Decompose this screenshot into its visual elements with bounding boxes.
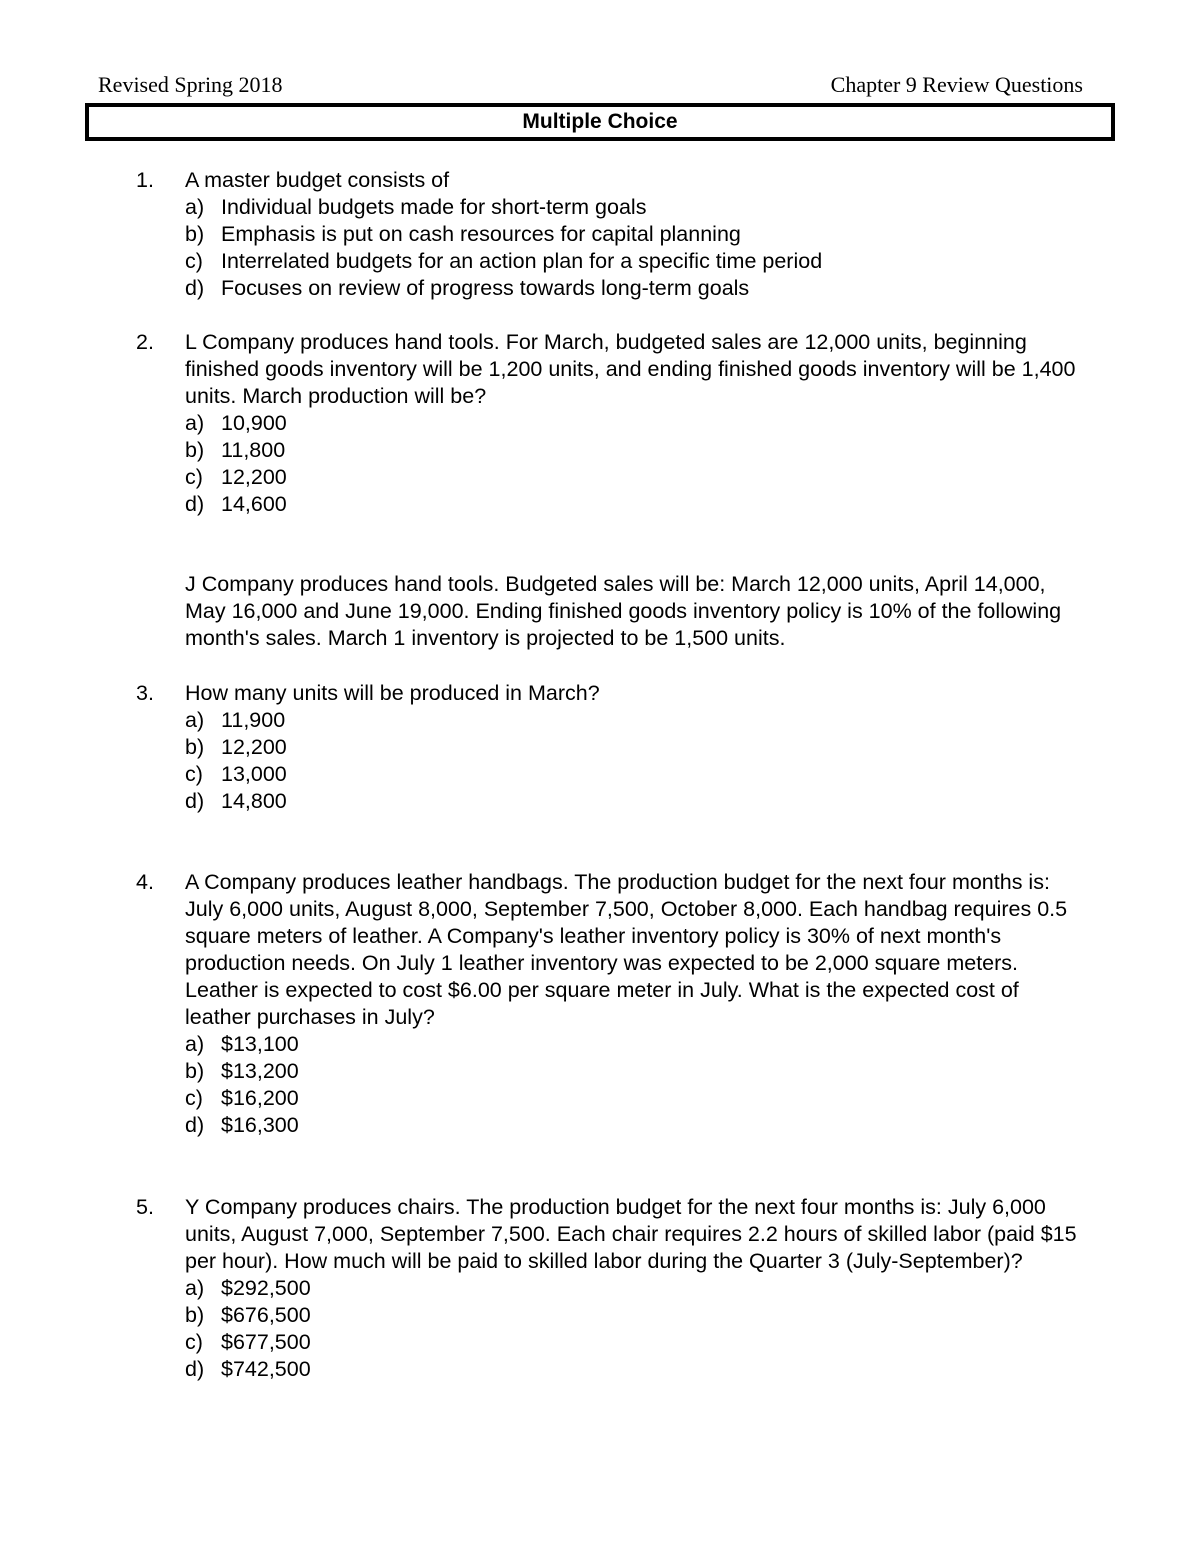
option-label: a) (185, 195, 205, 219)
option-b (185, 1058, 1200, 1085)
option-label: d) (185, 492, 205, 516)
option-c (185, 1085, 1200, 1112)
option-label: c) (185, 762, 203, 786)
option-label: a) (185, 1032, 205, 1056)
option-text: 11,900 (221, 708, 286, 732)
option-text: 14,600 (221, 492, 287, 516)
option-text: 14,800 (221, 789, 287, 813)
option-text: $676,500 (221, 1303, 311, 1327)
option-label: d) (185, 789, 205, 813)
option-label: c) (185, 249, 203, 273)
option-text: $742,500 (221, 1357, 311, 1381)
option-label: c) (185, 1330, 203, 1354)
question-number: 3. (136, 681, 154, 705)
option-a (185, 194, 1200, 221)
question-4 (0, 869, 1200, 1139)
option-d (185, 491, 1200, 518)
option-text: $16,300 (221, 1113, 299, 1137)
question-stem: L Company produces hand tools. For March, budgeted sales are 12,000 units, beginning finished goods inventory will be 1,200 units, and ending finished goods inventory will be 1,400 units. March production will be? (185, 330, 1076, 408)
question-stem: A Company produces leather handbags. The production budget for the next four months is: July 6,000 units, August 8,000, September 7,500, October 8,000. Each handbag requires 0.5 square meters of leather. A Company's leather inventory policy is 30% of next month's production needs. On July 1 leather inventory was expected to be 2,000 square meters. Leather is expected to cost $6.00 per square meter in July. What is the expected cost of leather purchases in July? (185, 870, 1068, 1029)
option-text: $16,200 (221, 1086, 299, 1110)
question-stem: How many units will be produced in March? (185, 681, 600, 705)
option-label: d) (185, 1357, 205, 1381)
option-label: d) (185, 276, 205, 300)
option-text: 11,800 (221, 438, 286, 462)
scenario-text: J Company produces hand tools. Budgeted sales will be: March 12,000 units, April 14,000, May 16,000 and June 19,000. Ending finished goods inventory policy is 10% of the following month's sales. March 1 inventory is projected to be 1,500 units. (185, 572, 1062, 650)
option-text: $13,100 (221, 1032, 299, 1056)
option-label: b) (185, 1303, 205, 1327)
question-number: 5. (136, 1195, 154, 1219)
question-3 (0, 680, 1200, 815)
option-label: b) (185, 438, 205, 462)
header-left: Revised Spring 2018 (98, 72, 283, 97)
option-c (185, 761, 1200, 788)
option-text: Emphasis is put on cash resources for capital planning (221, 222, 741, 246)
option-a (185, 410, 1200, 437)
option-label: d) (185, 1113, 205, 1137)
option-b (185, 1302, 1200, 1329)
question-stem: A master budget consists of (185, 168, 450, 192)
option-text: 12,200 (221, 735, 287, 759)
option-label: a) (185, 708, 205, 732)
option-text: $13,200 (221, 1059, 299, 1083)
option-a (185, 1275, 1200, 1302)
option-d (185, 275, 1200, 302)
option-text: Focuses on review of progress towards long-term goals (221, 276, 750, 300)
question-number: 1. (136, 168, 154, 192)
option-c (185, 464, 1200, 491)
question-number: 2. (136, 330, 154, 354)
option-text: 10,900 (221, 411, 287, 435)
option-c (185, 1329, 1200, 1356)
option-d (185, 1356, 1200, 1383)
option-text: $677,500 (221, 1330, 311, 1354)
option-label: b) (185, 222, 205, 246)
section-title: Multiple Choice (85, 103, 1115, 141)
option-b (185, 221, 1200, 248)
option-text: Interrelated budgets for an action plan for a specific time period (221, 249, 823, 273)
question-1 (0, 167, 1200, 302)
option-label: c) (185, 465, 203, 489)
option-text: 12,200 (221, 465, 287, 489)
option-c (185, 248, 1200, 275)
question-5 (0, 1194, 1200, 1383)
option-label: a) (185, 411, 205, 435)
option-b (185, 734, 1200, 761)
option-d (185, 788, 1200, 815)
option-label: b) (185, 1059, 205, 1083)
question-stem: Y Company produces chairs. The production budget for the next four months is: July 6,000 units, August 7,000, September 7,500. Each chair requires 2.2 hours of skilled labor (paid $15 per hour). How much will be paid to skilled labor during the Quarter 3 (July-September)? (185, 1195, 1077, 1273)
question-number: 4. (136, 870, 154, 894)
header-right: Chapter 9 Review Questions (830, 72, 1083, 97)
option-text: Individual budgets made for short-term goals (221, 195, 647, 219)
option-b (185, 437, 1200, 464)
option-label: a) (185, 1276, 205, 1300)
option-a (185, 707, 1200, 734)
option-text: $292,500 (221, 1276, 311, 1300)
option-label: c) (185, 1086, 203, 1110)
option-text: 13,000 (221, 762, 287, 786)
option-a (185, 1031, 1200, 1058)
question-2 (0, 329, 1200, 518)
option-label: b) (185, 735, 205, 759)
option-d (185, 1112, 1200, 1139)
